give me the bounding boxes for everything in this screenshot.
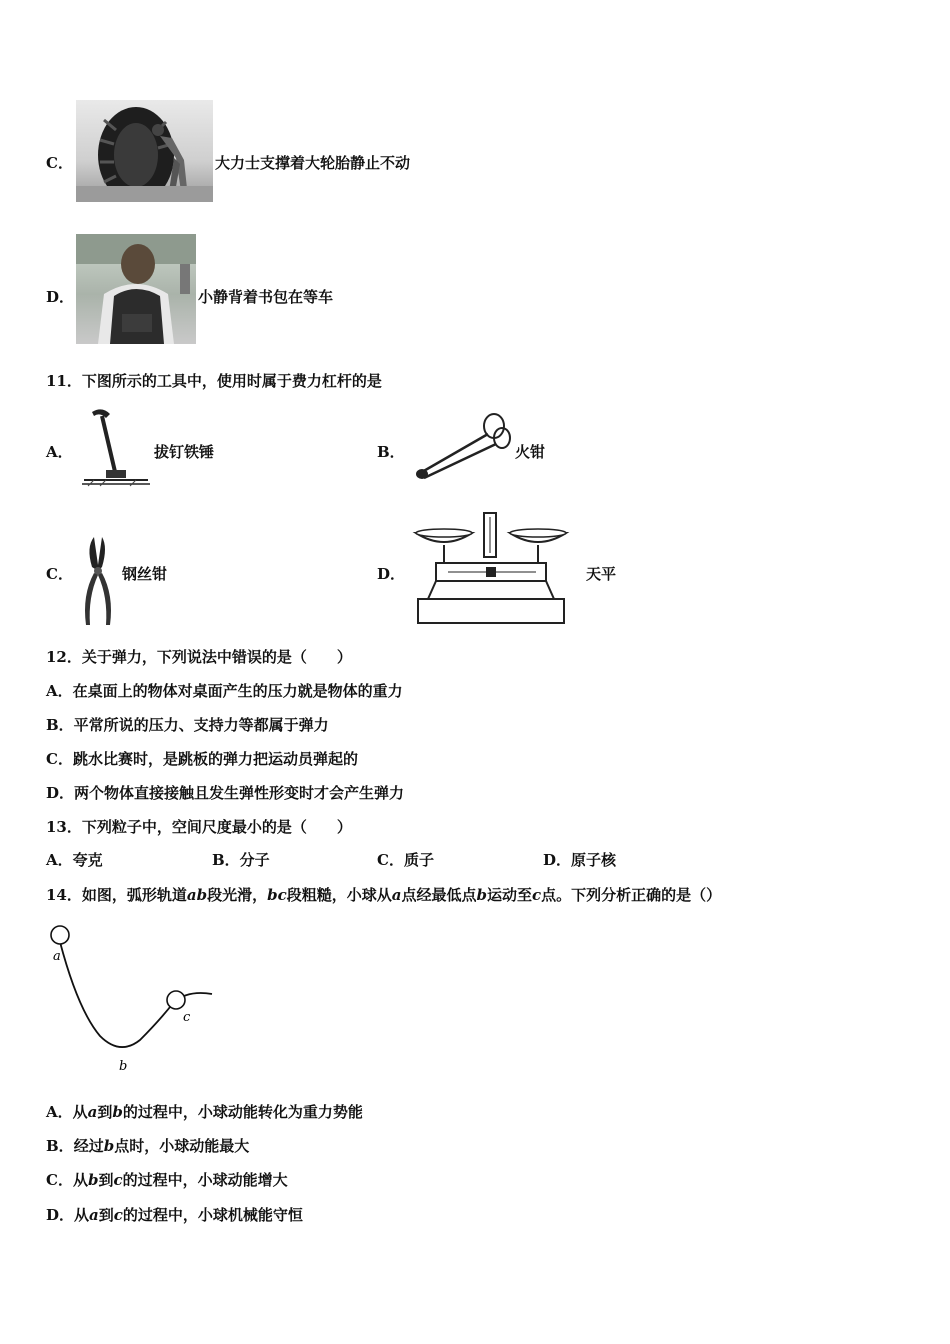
q11-option-c-label: C． — [46, 565, 73, 583]
q11-option-a-label: A． — [46, 443, 73, 461]
q12-option-d: D．两个物体直接接触且发生弹性形变时才会产生弹力 — [46, 784, 405, 802]
q11-stem: 11．下图所示的工具中，使用时属于费力杠杆的是 — [46, 372, 382, 390]
q11-option-c-text: 钢丝钳 — [122, 565, 168, 583]
q10-option-d-label: D． — [46, 288, 75, 306]
claw-hammer-icon — [80, 406, 154, 488]
q14-stem: 14．如图，弧形轨道ab段光滑，bc段粗糙，小球从a点经最低点b运动至c点。下列分析正确的是（） — [46, 886, 722, 904]
q14-option-d: D．从a到c的过程中，小球机械能守恒 — [46, 1206, 303, 1224]
point-a-label: a — [53, 949, 61, 964]
q14-option-a: A．从a到b的过程中，小球动能转化为重力势能 — [46, 1103, 363, 1121]
pliers-icon — [78, 535, 120, 627]
ball-at-a — [51, 926, 69, 944]
q11-option-b-label: B． — [377, 443, 405, 461]
q10-option-d-text: 小静背着书包在等车 — [198, 288, 334, 306]
q12-option-a: A．在桌面上的物体对桌面产生的压力就是物体的重力 — [46, 682, 403, 700]
q11-option-b-text: 火钳 — [515, 443, 546, 461]
q14-option-c: C．从b到c的过程中，小球动能增大 — [46, 1171, 288, 1189]
point-c-label: c — [183, 1010, 191, 1025]
q13-option-d: D．原子核 — [543, 851, 617, 869]
q10-option-c-text: 大力士支撑着大轮胎静止不动 — [215, 154, 411, 172]
q10-option-c-label: C． — [46, 154, 73, 172]
q11-option-a-text: 拔钉铁锤 — [154, 443, 215, 461]
arc-track — [60, 942, 212, 1047]
q13-option-c: C．质子 — [377, 851, 434, 869]
fire-tongs-icon — [410, 412, 512, 484]
q14-option-b: B．经过b点时，小球动能最大 — [46, 1137, 250, 1155]
q11-option-d-label: D． — [377, 565, 406, 583]
q12-stem: 12．关于弹力，下列说法中错误的是（ ） — [46, 648, 352, 666]
balance-scale-icon — [408, 503, 574, 627]
student-backpack-image — [76, 234, 196, 344]
track-diagram — [40, 920, 230, 1080]
q13-stem: 13．下列粒子中，空间尺度最小的是（ ） — [46, 818, 352, 836]
q12-option-b: B．平常所说的压力、支持力等都属于弹力 — [46, 716, 329, 734]
q11-option-d-text: 天平 — [586, 565, 617, 583]
q13-option-b: B．分子 — [212, 851, 270, 869]
q13-option-a: A．夸克 — [46, 851, 103, 869]
ball-at-c — [167, 991, 185, 1009]
tire-strongman-image — [76, 100, 213, 202]
q12-option-c: C．跳水比赛时，是跳板的弹力把运动员弹起的 — [46, 750, 358, 768]
point-b-label: b — [119, 1059, 128, 1074]
